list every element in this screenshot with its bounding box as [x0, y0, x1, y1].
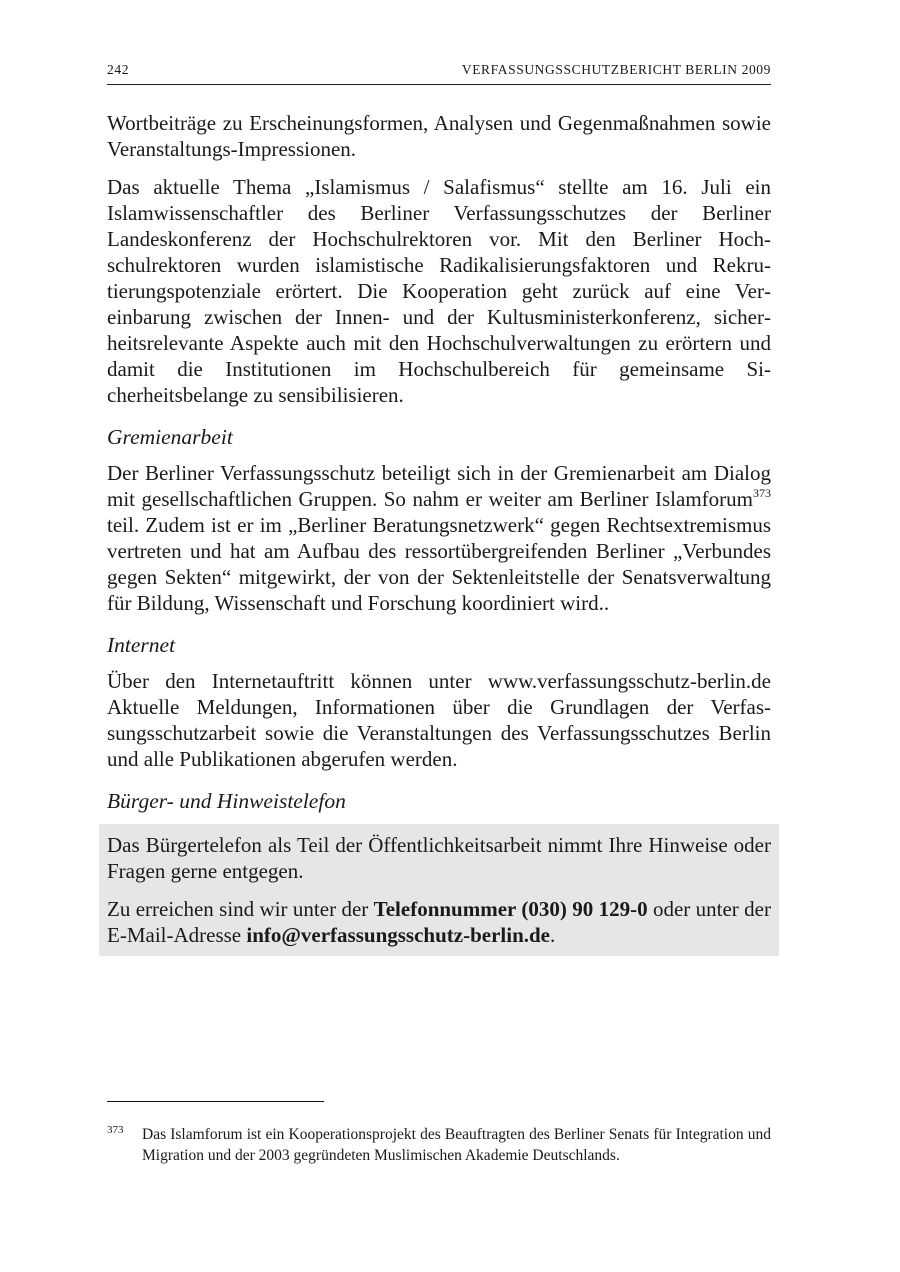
footnote-text: Das Islamforum ist ein Kooperationsprojekt des Beauftragten des Berliner Senats für Integration und Migration und der 2003 gegründeten Muslimischen Akademie Deutschlands. — [142, 1126, 771, 1164]
contact-text-c: . — [550, 923, 556, 947]
footnote-number: 373 — [107, 1124, 124, 1136]
gremien-text-b: teil. Zudem ist er im „Berliner Beratungsnetzwerk“ gegen Rechtsextremismus vertreten und hat am Aufbau des ressortübergreifenden Berliner „Verbundes gegen Sekten“ mitgewirkt, der von der Sektenleitstelle der Senatsverwaltung für Bildung, Wissenschaft und Forschung koordiniert wird.. — [107, 513, 771, 615]
footnote — [107, 1124, 771, 1166]
phone-number: Telefonnummer (030) 90 129-0 — [373, 897, 648, 921]
body-text — [107, 110, 771, 956]
paragraph-gremienarbeit — [107, 460, 771, 616]
page-number: 242 — [107, 62, 130, 77]
paragraph-internet: Über den Internetauftritt können unter www.verfassungsschutz-berlin.de Aktuelle Meldungen, Informationen über die Grundlagen der Verfassungsschutzarbeit sowie die Veranstaltungen des Verfassungsschutzes Berlin und alle Publikationen abgerufen werden. — [107, 669, 771, 771]
gremien-text-a: Der Berliner Verfassungsschutz beteiligt sich in der Gremienarbeit am Dialog mit gesellschaftlichen Gruppen. So nahm er weiter am Berliner Islamforum — [107, 461, 771, 511]
heading-buergertelefon: Bürger- und Hinweistelefon — [107, 789, 346, 813]
paragraph-intro: Wortbeiträge zu Erscheinungsformen, Analysen und Gegenmaßnahmen sowie Veranstaltungs-Impressionen. — [107, 111, 771, 161]
contact-text-a: Zu erreichen sind wir unter der — [107, 897, 374, 921]
heading-internet: Internet — [107, 633, 176, 657]
heading-gremienarbeit: Gremienarbeit — [107, 425, 233, 449]
contact-text-b: oder unter der E-Mail-Adresse — [107, 897, 771, 947]
email-address: info@verfassungsschutz-berlin.de — [246, 923, 551, 947]
footnote-separator — [107, 1101, 324, 1102]
footnote-reference: 373 — [753, 486, 771, 500]
paragraph-contact — [107, 896, 771, 948]
paragraph-islamismus: Das aktuelle Thema „Islamismus / Salafismus“ stellte am 16. Juli ein Islamwissenschaftler des Berliner Verfassungsschutzes der Berliner Landeskonferenz der Hochschulrektoren vor. Mit den Berliner Hochschulrektoren wurden islamistische Radikalisierungsfaktoren und Rekrutierungspotenziale erörtert. Die Kooperation geht zurück auf eine Vereinbarung zwischen der Innen- und der Kultusministerkonferenz, sicherheitsrelevante Aspekte auch mit den Hochschulverwaltungen zu erörtern und damit die Institutionen im Hochschulbereich für gemeinsame Sicherheitsbelange zu sensibilisieren. — [107, 175, 771, 407]
running-header — [107, 62, 771, 85]
header-title: VERFASSUNGSSCHUTZBERICHT BERLIN 2009 — [461, 62, 771, 77]
paragraph-buergertelefon: Das Bürgertelefon als Teil der Öffentlichkeitsarbeit nimmt Ihre Hinweise oder Fragen gerne entgegen. — [107, 833, 771, 883]
contact-info-box — [99, 824, 779, 956]
